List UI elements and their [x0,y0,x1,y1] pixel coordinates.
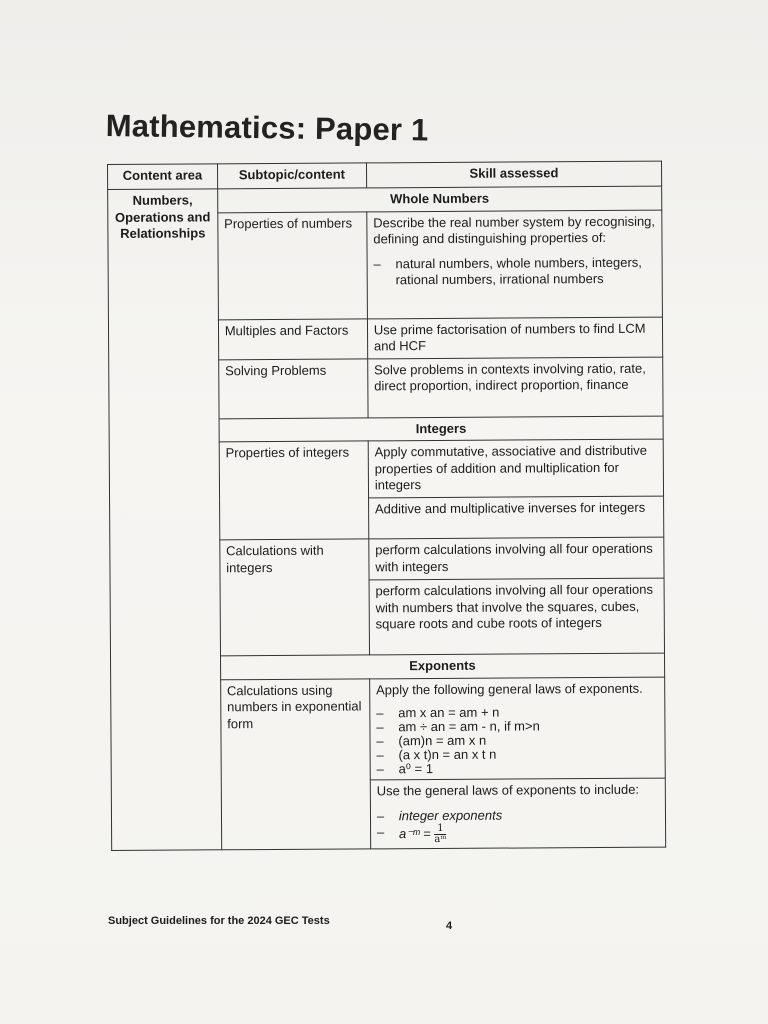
header-content-area: Content area [108,164,218,190]
skill-bullets [377,806,659,845]
skill-cell: perform calculations involving all four operations with integers [369,537,664,580]
skill-cell [370,778,666,849]
footer-text: Subject Guidelines for the 2024 GEC Tests [108,915,330,927]
skill-cell: perform calculations involving all four operations with numbers that involve the squares, cubes, square roots and cube roots of integers [369,578,665,655]
skill-bullets [373,254,655,289]
list-item: – (am)n = am x n [376,733,658,749]
list-item: – natural numbers, whole numbers, integers, rational numbers, irrational numbers [373,254,655,289]
subtopic-cell: Multiples and Factors [218,318,367,359]
skill-cell: Additive and multiplicative inverses for integers [368,496,663,539]
page-title: Mathematics: Paper 1 [105,108,429,148]
list-item: – am ÷ an = am - n, if m>n [376,719,658,735]
section-heading: Exponents [220,653,664,679]
section-heading: Integers [219,416,663,442]
skill-cell: Apply commutative, associative and distributive properties of addition and multiplication for integers [368,439,663,498]
table-row [108,186,662,213]
header-skill: Skill assessed [366,161,661,188]
section-heading: Whole Numbers [217,186,661,212]
curriculum-table [107,161,666,851]
list-item: – integer exponents [377,806,659,824]
list-item: – am x an = am + n [376,705,658,721]
skill-cell [369,677,665,780]
subtopic-cell: Calculations with integers [220,539,370,656]
skill-cell: Solve problems in contexts involving ratio, rate, direct proportion, indirect proportion, finance [368,357,664,418]
subtopic-cell: Calculations using numbers in exponential form [220,678,370,849]
skill-text: Describe the real number system by recognising, defining and distinguishing properties of: [373,213,656,247]
skill-text: Apply the following general laws of exponents. [376,680,643,697]
subtopic-cell: Properties of numbers [218,211,368,319]
formula-fraction [434,824,446,845]
curriculum-table-container [107,161,666,851]
content-area-cell: Numbers, Operations and Relationships [108,189,222,851]
skill-cell [367,210,663,319]
skill-bullets [376,705,659,777]
list-item: – (a x t)n = an x t n [376,747,658,763]
formula-numerator: 1 [434,824,446,835]
list-item: – a⁰ = 1 [377,761,659,777]
formula-item [377,823,659,846]
header-subtopic: Subtopic/content [217,163,366,189]
skill-text: Use the general laws of exponents to include: [376,781,640,799]
subtopic-cell: Properties of integers [219,441,369,540]
table-header-row [108,161,662,189]
skill-cell: Use prime factorisation of numbers to find LCM and HCF [367,317,662,359]
formula-lhs: a⁻ᵐ = [398,825,431,842]
subtopic-cell: Solving Problems [218,358,367,418]
page-number: 4 [446,920,453,932]
formula-denominator: aᵐ [434,833,447,846]
